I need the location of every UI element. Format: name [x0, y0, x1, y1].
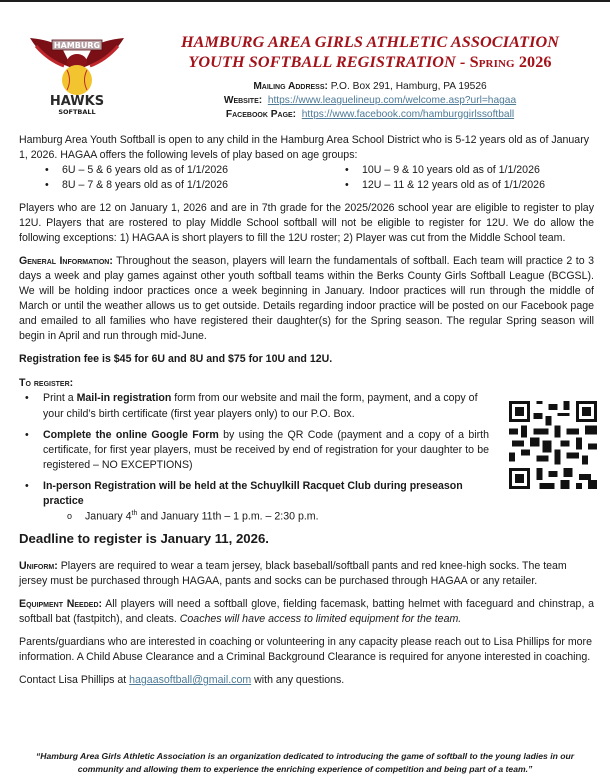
registration-fee: Registration fee is $45 for 6U and 8U and $75 for 10U and 12U. [19, 353, 333, 366]
equipment [19, 597, 594, 627]
level-8u: • 8U – 7 & 8 years old as of 1/1/2026 [45, 178, 345, 193]
title-line-2 [150, 52, 590, 72]
mail-in-post: form from our website and mail the form, payment, and a copy of your child’s birth certificate (first year players only) to our P.O. Box. [43, 392, 478, 420]
date-pre: January 4 [85, 510, 132, 523]
general-information [19, 254, 594, 344]
eligibility-text: Players who are 12 on January 1, 2026 and are in 7th grade for the 2025/2026 school year are eligible to register to play 12U. Players that are rostered to play Middle School softball will not be eligible to register for 12U. We do allow the following exceptions: 1) HAGAA is short players to fill the 12U roster; 2) Player was cut from the Middle School team. [19, 202, 594, 245]
contact-line [19, 673, 594, 688]
website [150, 94, 590, 108]
google-form-item [19, 428, 489, 473]
level-6u: • 6U – 5 & 6 years old as of 1/1/2026 [45, 163, 345, 178]
general-info-label: General Information: [19, 255, 113, 268]
document-body [19, 133, 594, 696]
svg-text:HAMBURG: HAMBURG [53, 41, 101, 50]
facebook-link[interactable]: https://www.facebook.com/hamburggirlssoftball [301, 109, 515, 120]
level-10u: • 10U – 9 & 10 years old as of 1/1/2026 [345, 163, 605, 178]
contact-block [150, 80, 590, 122]
registration-methods [19, 391, 489, 524]
uniform-text: Players are required to wear a team jersey, black baseball/softball pants and red knee-high socks. The team jersey must be purchased through HAGAA, pants and socks can be purchased through HAGAA or any retailer. [19, 559, 567, 588]
svg-text:SOFTBALL: SOFTBALL [58, 108, 96, 116]
facebook [150, 108, 590, 122]
mailing-value: P.O. Box 291, Hamburg, PA 19526 [330, 81, 487, 92]
svg-text:HAWKS: HAWKS [49, 94, 105, 109]
mail-in-item [19, 391, 489, 421]
intro-text: Hamburg Area Youth Softball is open to any child in the Hamburg Area School District who is 5-12 years old as of January 1, 2026. HAGAA offers the following levels of play based on age groups: [19, 134, 590, 162]
age-levels-list [45, 163, 594, 193]
uniform-label: Uniform: [19, 559, 58, 572]
footer-quote-text: “Hamburg Area Girls Athletic Association is an organization dedicated to introducing the game of softball to the young ladies in our community and allowing them to experience the enriching experience of competition and being part of a team.” [35, 751, 575, 774]
page-title [150, 32, 590, 72]
to-register-heading: To register: [19, 377, 74, 390]
equipment-italic: Coaches will have access to limited equipment for the team. [179, 613, 462, 626]
facebook-label: Facebook Page: [225, 109, 297, 120]
level-12u: • 12U – 11 & 12 years old as of 1/1/2026 [345, 178, 605, 193]
google-form-bold: Complete the online Google Form [43, 428, 219, 441]
email-link[interactable]: hagaasoftball@gmail.com [129, 674, 252, 687]
equipment-label: Equipment Needed: [19, 598, 103, 611]
footer-mission-quote [0, 750, 610, 776]
contact-post: with any questions. [251, 674, 345, 687]
in-person-bold: In-person Registration will be held at the Schuylkill Racquet Club during preseason practice [43, 479, 463, 507]
equipment-text: All players will need a softball glove, fielding facemask, batting helmet with faceguard and chinstrap, a softball bat (fastpitch), and cleats. [19, 598, 595, 626]
mailing-address [150, 80, 590, 94]
in-person-dates [43, 509, 489, 525]
uniform [19, 559, 594, 589]
contact-pre: Contact Lisa Phillips at [19, 674, 130, 687]
qr-code-icon[interactable] [509, 401, 597, 489]
title-season: Spring 2026 [469, 53, 552, 71]
website-link[interactable]: https://www.leaguelineup.com/welcome.asp?url=hagaa [267, 95, 517, 106]
date-sup: th [131, 509, 138, 517]
deadline: Deadline to register is January 11, 2026. [19, 531, 269, 547]
mail-in-pre: Print a [43, 392, 77, 405]
mailing-label: Mailing Address: [253, 81, 328, 92]
volunteer-text: Parents/guardians who are interested in coaching or volunteering in any capacity please reach out to Lisa Phillips for more information. A Child Abuse Clearance and a Criminal Background Clearance is required for anyone interested in coaching. [19, 636, 592, 664]
in-person-item [19, 479, 489, 525]
title-main: YOUTH SOFTBALL REGISTRATION - [188, 53, 470, 71]
google-form-post: by using the QR Code (payment and a copy of a birth certificate, for first year players, must be received by end of registration for your daughter to be registered – NO EXCEPTIONS) [43, 428, 489, 471]
document-header [0, 2, 610, 122]
general-info-text: Throughout the season, players will learn the fundamentals of softball. Each team will practice 2 to 3 days a week and play games against other youth softball teams within the Berks County Girls Softball League (BCGSL). We will be holding indoor practices once a week beginning in January. Indoor practices will run through the middle of March or until the weather allows us to get outside. Details regarding indoor practice will be posted on our Facebook page and emailed to all families who have registered their daughter(s) for the Spring season. The regular Spring season will begin in April and run through mid-June. [19, 255, 594, 343]
mail-in-bold: Mail-in registration [76, 392, 172, 405]
hawks-logo-icon [22, 28, 132, 118]
website-label: Website: [223, 95, 263, 106]
date-post: and January 11th – 1 p.m. – 2:30 p.m. [137, 510, 319, 523]
title-line-1: HAMBURG AREA GIRLS ATHLETIC ASSOCIATION [180, 33, 560, 51]
